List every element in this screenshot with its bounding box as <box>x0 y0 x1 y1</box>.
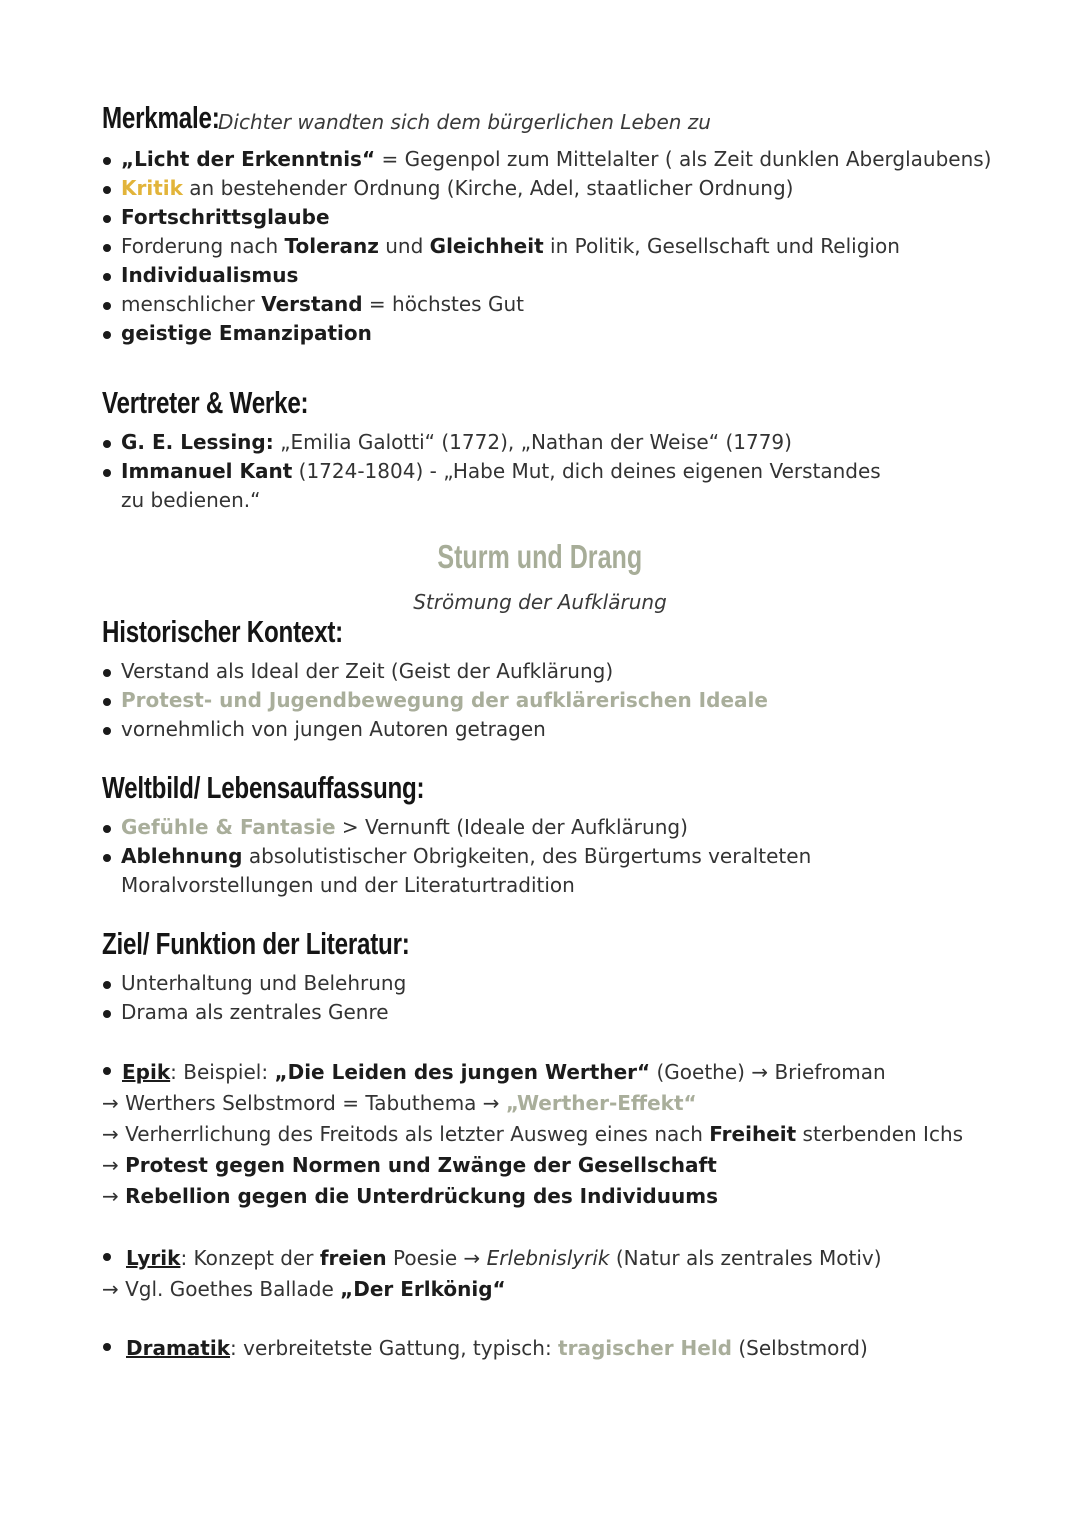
kontext-list <box>102 657 768 744</box>
dramatik-block <box>102 1333 868 1364</box>
vertreter-list <box>102 428 901 515</box>
section-subtitle: Strömung der Aufklärung <box>413 590 667 614</box>
merkmale-heading: Merkmale: <box>102 100 220 135</box>
kontext-heading: Historischer Kontext: <box>102 614 343 649</box>
dramatik-line: Dramatik: verbreitetste Gattung, typisch: tragischer Held (Selbstmord) <box>102 1333 868 1364</box>
epik-line: Epik: Beispiel: „Die Leiden des jungen Werther“ (Goethe) → Briefroman <box>102 1057 963 1088</box>
lyrik-block <box>102 1243 882 1305</box>
list-item: Kritik an bestehender Ordnung (Kirche, Adel, staatlicher Ordnung) <box>102 174 992 203</box>
list-item: Drama als zentrales Genre <box>102 998 406 1027</box>
list-item: geistige Emanzipation <box>102 319 992 348</box>
list-item: G. E. Lessing: „Emilia Galotti“ (1772), „Nathan der Weise“ (1779) <box>102 428 901 457</box>
lyrik-line: → Vgl. Goethes Ballade „Der Erlkönig“ <box>102 1277 506 1301</box>
merkmale-list <box>102 145 992 348</box>
list-item: Verstand als Ideal der Zeit (Geist der Aufklärung) <box>102 657 768 686</box>
list-item: vornehmlich von jungen Autoren getragen <box>102 715 768 744</box>
vertreter-heading: Vertreter & Werke: <box>102 385 309 420</box>
ziel-heading: Ziel/ Funktion der Literatur: <box>102 926 410 961</box>
epik-line: → Werthers Selbstmord = Tabuthema → „Werther-Effekt“ <box>102 1091 697 1115</box>
list-item: „Licht der Erkenntnis“ = Gegenpol zum Mittelalter ( als Zeit dunklen Aberglaubens) <box>102 145 992 174</box>
epik-line: → Verherrlichung des Freitods als letzter Ausweg eines nach Freiheit sterbenden Ichs <box>102 1122 964 1146</box>
list-item: Forderung nach Toleranz und Gleichheit in Politik, Gesellschaft und Religion <box>102 232 992 261</box>
epik-line: → Rebellion gegen die Unterdrückung des Individuums <box>102 1184 718 1208</box>
list-item: Ablehnung absolutistischer Obrigkeiten, des Bürgertums veralteten Moralvorstellungen und der Literaturtradition <box>102 842 996 900</box>
list-item: Protest- und Jugendbewegung der aufklärerischen Ideale <box>102 686 768 715</box>
epik-line: → Protest gegen Normen und Zwänge der Gesellschaft <box>102 1153 717 1177</box>
lyrik-line: Lyrik: Konzept der freien Poesie → Erlebnislyrik (Natur als zentrales Motiv) <box>102 1243 882 1274</box>
ziel-list <box>102 969 406 1027</box>
list-item: menschlicher Verstand = höchstes Gut <box>102 290 992 319</box>
weltbild-list <box>102 813 996 900</box>
list-item: Fortschrittsglaube <box>102 203 992 232</box>
weltbild-heading: Weltbild/ Lebensauffassung: <box>102 770 425 805</box>
list-item: Immanuel Kant (1724-1804) - „Habe Mut, dich deines eigenen Verstandes zu bedienen.“ <box>102 457 901 515</box>
list-item: Individualismus <box>102 261 992 290</box>
merkmale-subtitle: Dichter wandten sich dem bürgerlichen Leben zu <box>218 110 711 134</box>
section-title: Sturm und Drang <box>437 538 643 575</box>
epik-block <box>102 1057 963 1212</box>
list-item: Gefühle & Fantasie > Vernunft (Ideale der Aufklärung) <box>102 813 996 842</box>
list-item: Unterhaltung und Belehrung <box>102 969 406 998</box>
